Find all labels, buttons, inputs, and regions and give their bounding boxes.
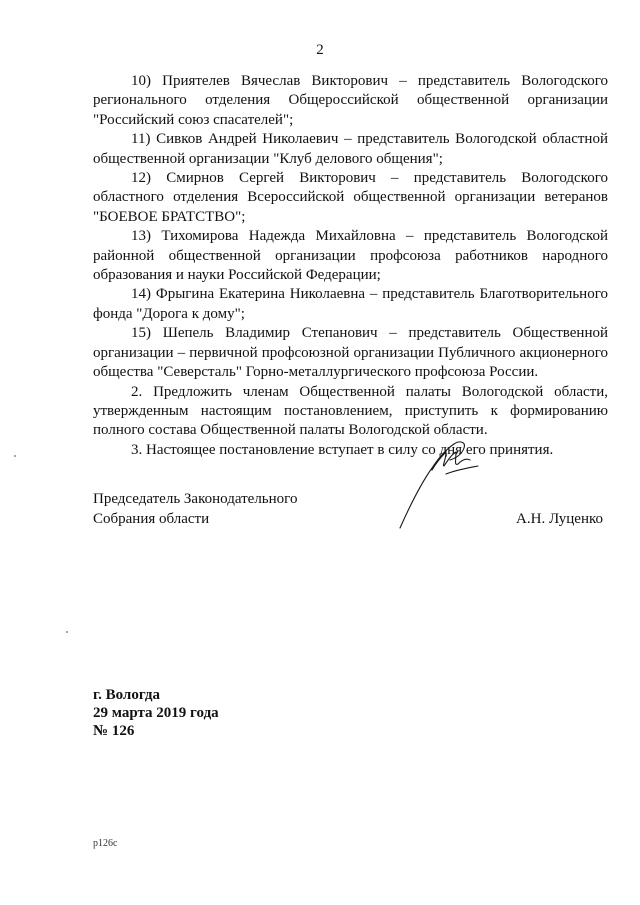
signer-title-line2: Собрания области: [93, 510, 210, 527]
page-number: 2: [316, 42, 324, 58]
paragraph-item-12: 12) Смирнов Сергей Викторович – представитель Вологодского областного отделения Всероссийской общественной организации ветеранов "БОЕВОЕ БРАТСТВО";: [93, 170, 608, 225]
paragraph-item-13: 13) Тихомирова Надежда Михайловна – представитель Вологодской районной общественной организации профсоюза работников народного образования и науки Российской Федерации;: [93, 228, 608, 284]
scan-speck: [14, 455, 16, 457]
city: г. Вологда: [93, 687, 160, 703]
signer-title-line1: Председатель Законодательного: [93, 491, 298, 507]
paragraph-item-11: 11) Сивков Андрей Николаевич – представитель Вологодской областной общественной организации "Клуб делового общения";: [93, 131, 608, 167]
place-date-number-block: [93, 686, 219, 740]
paragraph-item-10: 10) Приятелев Вячеслав Викторович – представитель Вологодского регионального отделения Общероссийской общественной организации "Российский союз спасателей";: [93, 73, 608, 128]
paragraph-item-14: 14) Фрыгина Екатерина Николаевна – представитель Благотворительного фонда "Дорога к дому";: [93, 286, 608, 322]
paragraph-clause-3: 3. Настоящее постановление вступает в силу со дня его принятия.: [131, 441, 554, 458]
signer-name: А.Н. Луценко: [516, 510, 603, 527]
signature-block: [93, 490, 603, 529]
document-number: № 126: [93, 723, 135, 739]
document-date: 29 марта 2019 года: [93, 705, 219, 721]
document-code: р126с: [93, 838, 118, 849]
document-body: [93, 72, 608, 460]
paragraph-item-15: 15) Шепель Владимир Степанович – представитель Общественной организации – первичной профсоюзной организации Публичного акционерного общества "Северсталь" Горно-металлургического профсоюза России.: [93, 325, 608, 381]
paragraph-clause-2: 2. Предложить членам Общественной палаты Вологодской области, утвержденным настоящим постановлением, приступить к формированию полного состава Общественной палаты Вологодской области.: [93, 383, 608, 439]
scan-speck: [66, 631, 68, 633]
